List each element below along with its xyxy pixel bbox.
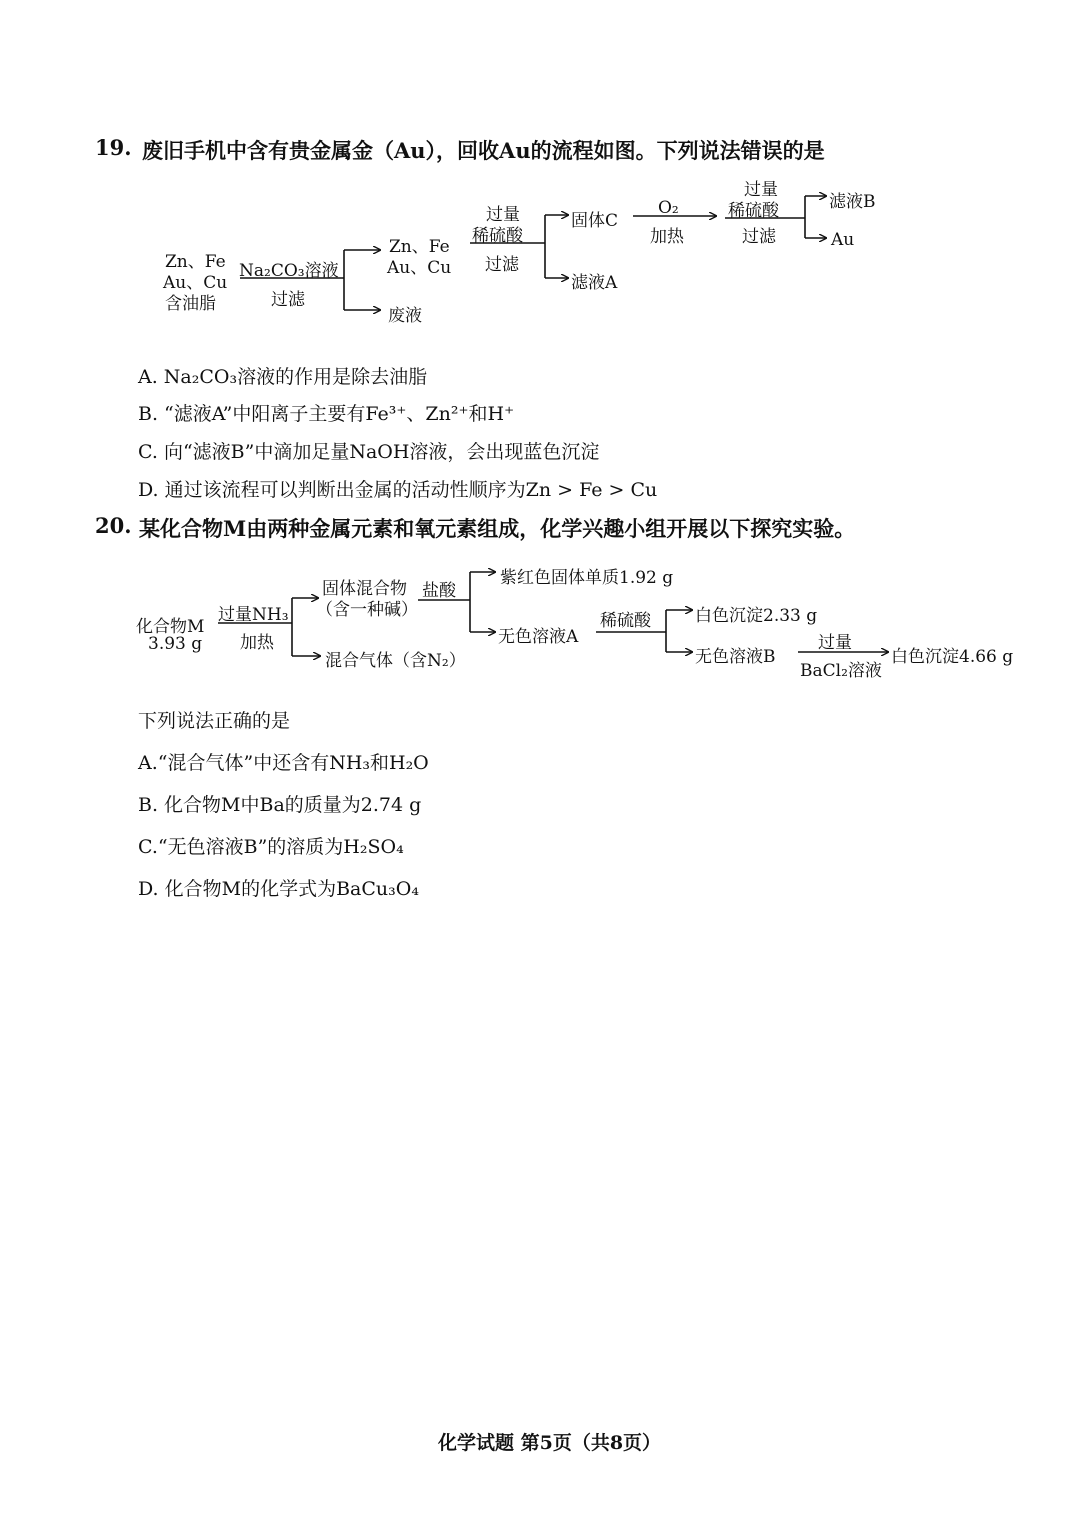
q19-step1-reagent: Na₂CO₃溶液 bbox=[239, 261, 339, 281]
q19-step2-top2: 稀硫酸 bbox=[472, 226, 523, 246]
q19-step3-condition: 加热 bbox=[650, 227, 684, 247]
q19-filtrate-a: 滤液A bbox=[571, 273, 618, 293]
q20-step1-condition: 加热 bbox=[240, 633, 274, 653]
q20-prompt: 下列说法正确的是 bbox=[138, 710, 291, 732]
q20-start-line2: 3.93 g bbox=[148, 634, 203, 654]
q19-start-line3: 含油脂 bbox=[165, 294, 216, 314]
q20-solution-b: 无色溶液B bbox=[695, 647, 776, 667]
q19-step4-top2: 稀硫酸 bbox=[728, 201, 779, 221]
q19-start-line2: Au、Cu bbox=[163, 273, 228, 293]
q19-stem: 废旧手机中含有贵金属金（Au），回收Au的流程如图。下列说法错误的是 bbox=[142, 138, 825, 163]
page-footer: 化学试题 第5页（共8页） bbox=[438, 1432, 662, 1454]
q19-option-c: C. 向“滤液B”中滴加足量NaOH溶液，会出现蓝色沉淀 bbox=[138, 441, 600, 463]
q20-gas-mix: 混合气体（含N₂） bbox=[325, 651, 466, 671]
q20-step4-bottom: BaCl₂溶液 bbox=[800, 661, 882, 681]
q19-mid-solid-line2: Au、Cu bbox=[387, 258, 452, 278]
q20-solid-mix: 固体混合物 bbox=[322, 579, 407, 599]
q19-mid-solid-line1: Zn、Fe bbox=[389, 237, 450, 257]
q20-option-a: A.“混合气体”中还含有NH₃和H₂O bbox=[138, 752, 429, 774]
q20-step2-reagent: 盐酸 bbox=[422, 581, 456, 601]
q20-solution-a: 无色溶液A bbox=[498, 627, 579, 647]
q19-au-product: Au bbox=[831, 230, 855, 250]
q20-option-d: D. 化合物M的化学式为BaCu₃O₄ bbox=[138, 878, 419, 900]
q20-white-ppt-1: 白色沉淀2.33 g bbox=[695, 606, 818, 626]
q20-purple-solid: 紫红色固体单质1.92 g bbox=[500, 568, 674, 588]
q19-option-b: B. “滤液A”中阳离子主要有Fe³⁺、Zn²⁺和H⁺ bbox=[138, 403, 515, 425]
q20-stem: 某化合物M由两种金属元素和氧元素组成，化学兴趣小组开展以下探究实验。 bbox=[139, 516, 856, 541]
q20-option-c: C.“无色溶液B”的溶质为H₂SO₄ bbox=[138, 836, 404, 858]
q19-number: 19. bbox=[95, 135, 132, 160]
q19-step4-operation: 过滤 bbox=[742, 227, 776, 247]
q20-step3-reagent: 稀硫酸 bbox=[600, 611, 651, 631]
q20-start-line1: 化合物M bbox=[136, 617, 205, 637]
q20-number: 20. bbox=[95, 513, 132, 538]
q19-filtrate-b: 滤液B bbox=[829, 192, 876, 212]
q19-start-line1: Zn、Fe bbox=[165, 252, 226, 272]
q19-solid-c: 固体C bbox=[571, 211, 619, 231]
q19-option-d: D. 通过该流程可以判断出金属的活动性顺序为Zn > Fe > Cu bbox=[138, 479, 658, 501]
q20-option-b: B. 化合物M中Ba的质量为2.74 g bbox=[138, 794, 422, 816]
q19-step1-operation: 过滤 bbox=[271, 290, 305, 310]
q19-step4-top1: 过量 bbox=[744, 180, 778, 200]
q19-step2-operation: 过滤 bbox=[485, 255, 519, 275]
q20-solid-mix-note: （含一种碱） bbox=[316, 600, 418, 620]
q19-step3-reagent: O₂ bbox=[658, 198, 679, 218]
q19-option-a: A. Na₂CO₃溶液的作用是除去油脂 bbox=[138, 366, 428, 388]
q20-white-ppt-2: 白色沉淀4.66 g bbox=[891, 647, 1014, 667]
q20-step1-reagent: 过量NH₃ bbox=[218, 605, 289, 625]
q19-step2-top1: 过量 bbox=[486, 205, 520, 225]
q20-step4-top: 过量 bbox=[818, 633, 852, 653]
q19-waste: 废液 bbox=[388, 306, 422, 326]
